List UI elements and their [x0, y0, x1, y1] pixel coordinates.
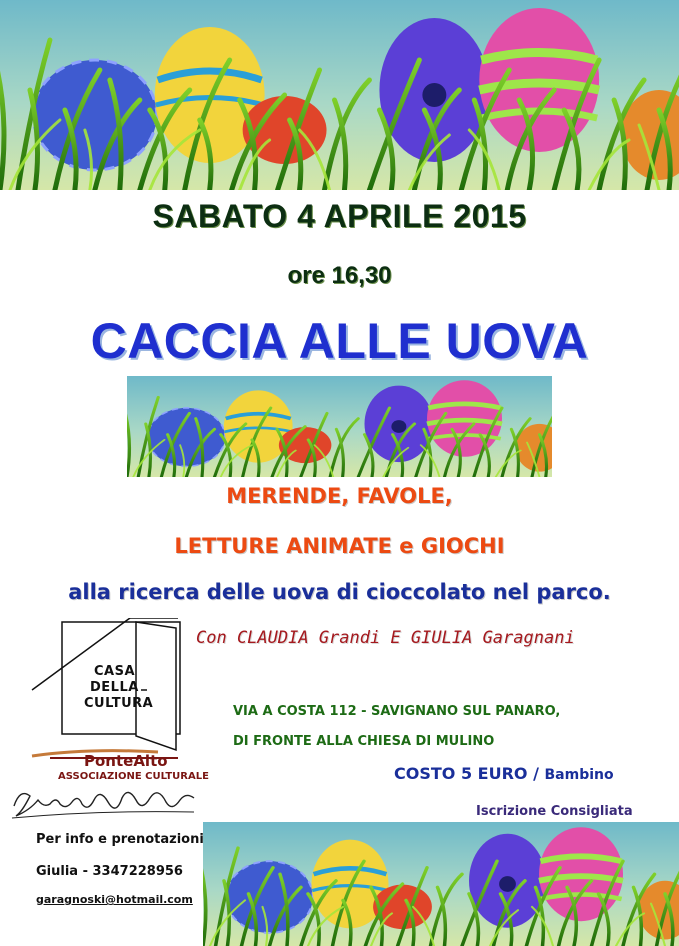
cost-unit: Bambino: [544, 767, 614, 783]
cost-amount: COSTO 5 EURO /: [394, 764, 539, 783]
address-line-2: DI FRONTE ALLA CHIESA DI MULINO: [233, 734, 495, 749]
activities-line-2: LETTURE ANIMATE e GIOCHI: [174, 534, 505, 558]
event-cost: [394, 764, 614, 783]
handwritten-signature: [8, 782, 198, 822]
logo-word-della: DELLA: [90, 680, 139, 695]
bottom-easter-egg-banner: [203, 822, 679, 946]
activities-line-1: MERENDE, FAVOLE,: [226, 484, 453, 508]
logo-word-cultura: CULTURA: [84, 696, 154, 711]
association-label: ASSOCIAZIONE CULTURALE: [58, 771, 209, 782]
event-title: CACCIA ALLE UOVA: [90, 313, 589, 369]
event-time: ore 16,30: [287, 262, 392, 289]
pontealto-brand: PonteAlto: [84, 752, 168, 770]
event-date: SABATO 4 APRILE 2015: [152, 198, 527, 234]
event-hosts: Con CLAUDIA Grandi E GIULIA Garagnani: [196, 628, 575, 648]
registration-note: Iscrizione Consigliata: [476, 804, 633, 819]
address-line-1: VIA A COSTA 112 - SAVIGNANO SUL PANARO,: [233, 704, 561, 719]
contact-phone: Giulia - 3347228956: [36, 864, 183, 879]
contact-heading: Per info e prenotazioni: [36, 832, 204, 847]
logo-word-casa: CASA: [94, 664, 136, 679]
top-easter-egg-banner: [0, 0, 679, 190]
contact-email[interactable]: garagnoski@hotmail.com: [36, 893, 193, 906]
event-subtitle: alla ricerca delle uova di cioccolato nel parco.: [68, 580, 611, 604]
middle-easter-egg-banner: [127, 376, 552, 477]
